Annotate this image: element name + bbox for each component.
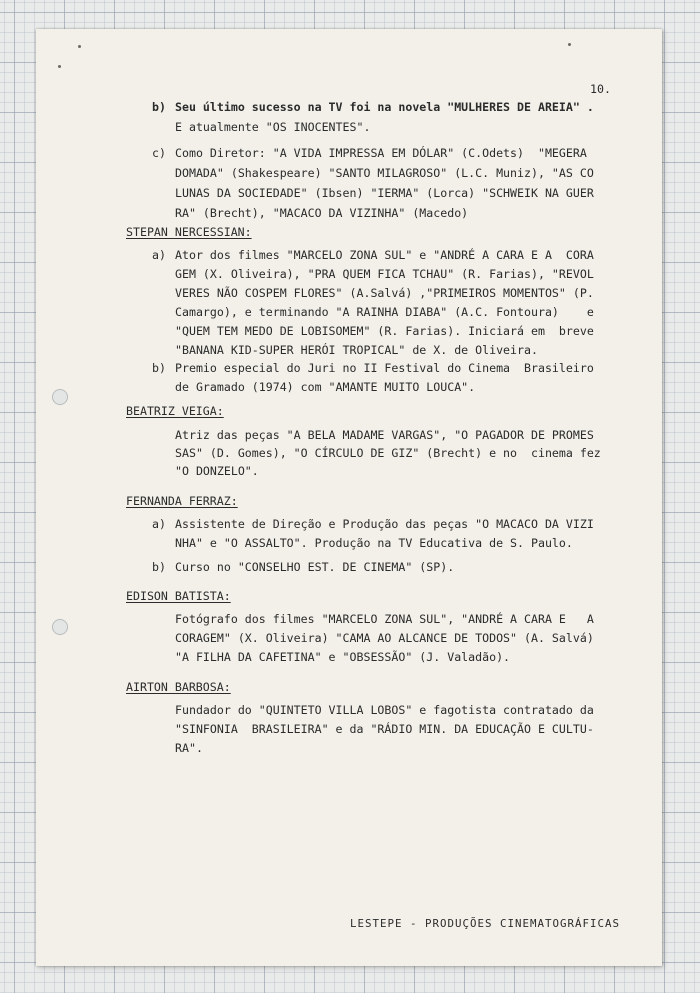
item-line: Assistente de Direção e Produção das peças "O MACACO DA VIZI — [175, 517, 594, 531]
item-line: E atualmente "OS INOCENTES". — [175, 120, 371, 134]
section-heading: AIRTON BARBOSA: — [126, 680, 231, 694]
item-marker: b) — [152, 361, 166, 375]
item-line: Premio especial do Juri no II Festival do Cinema Brasileiro — [175, 361, 594, 375]
item-marker: b) — [152, 560, 166, 574]
section-heading: FERNANDA FERRAZ: — [126, 494, 238, 508]
item-line: "BANANA KID-SUPER HERÓI TROPICAL" de X. de Oliveira. — [175, 343, 538, 357]
binder-hole — [52, 389, 68, 405]
section-heading: BEATRIZ VEIGA: — [126, 404, 224, 418]
paragraph-line: CORAGEM" (X. Oliveira) "CAMA AO ALCANCE DE TODOS" (A. Salvá) — [175, 631, 594, 645]
page-number: 10. — [590, 82, 611, 96]
paragraph-line: Fotógrafo dos filmes "MARCELO ZONA SUL", "ANDRÉ A CARA E A — [175, 612, 594, 626]
item-line: Camargo), e terminando "A RAINHA DIABA" (A.C. Fontoura) e — [175, 305, 594, 319]
item-marker: a) — [152, 517, 166, 531]
binder-hole — [52, 619, 68, 635]
item-line: NHA" e "O ASSALTO". Produção na TV Educativa de S. Paulo. — [175, 536, 573, 550]
item-line: VERES NÃO COSPEM FLORES" (A.Salvá) ,"PRIMEIROS MOMENTOS" (P. — [175, 286, 594, 300]
footer-company: LESTEPE - PRODUÇÕES CINEMATOGRÁFICAS — [350, 917, 621, 930]
item-marker: a) — [152, 248, 166, 262]
ink-speck — [568, 43, 571, 46]
item-line: RA" (Brecht), "MACACO DA VIZINHA" (Macedo) — [175, 206, 469, 220]
item-line: Seu último sucesso na TV foi na novela "MULHERES DE AREIA" . — [175, 100, 594, 114]
ink-speck — [78, 45, 81, 48]
item-line: DOMADA" (Shakespeare) "SANTO MILAGROSO" (L.C. Muniz), "AS CO — [175, 166, 594, 180]
item-line: Ator dos filmes "MARCELO ZONA SUL" e "ANDRÉ A CARA E A CORA — [175, 248, 594, 262]
item-line: Curso no "CONSELHO EST. DE CINEMA" (SP). — [175, 560, 455, 574]
paragraph-line: Atriz das peças "A BELA MADAME VARGAS", "O PAGADOR DE PROMES — [175, 428, 594, 442]
item-line: de Gramado (1974) com "AMANTE MUITO LOUCA". — [175, 380, 476, 394]
paragraph-line: Fundador do "QUINTETO VILLA LOBOS" e fagotista contratado da — [175, 703, 594, 717]
paragraph-line: "SINFONIA BRASILEIRA" e da "RÁDIO MIN. DA EDUCAÇÃO E CULTU- — [175, 722, 594, 736]
paragraph-line: "A FILHA DA CAFETINA" e "OBSESSÃO" (J. Valadão). — [175, 650, 511, 664]
item-line: "QUEM TEM MEDO DE LOBISOMEM" (R. Farias). Iniciará em breve — [175, 324, 594, 338]
paragraph-line: RA". — [175, 741, 203, 755]
paragraph-line: SAS" (D. Gomes), "O CÍRCULO DE GIZ" (Brecht) e no cinema fez — [175, 446, 601, 460]
section-heading: EDISON BATISTA: — [126, 589, 231, 603]
ink-speck — [58, 65, 61, 68]
paragraph-line: "O DONZELO". — [175, 464, 259, 478]
item-marker: b) — [152, 100, 166, 114]
item-line: Como Diretor: "A VIDA IMPRESSA EM DÓLAR" (C.Odets) "MEGERA — [175, 146, 587, 160]
item-line: LUNAS DA SOCIEDADE" (Ibsen) "IERMA" (Lorca) "SCHWEIK NA GUER — [175, 186, 594, 200]
item-line: GEM (X. Oliveira), "PRA QUEM FICA TCHAU" (R. Farias), "REVOL — [175, 267, 594, 281]
section-heading: STEPAN NERCESSIAN: — [126, 225, 252, 239]
item-marker: c) — [152, 146, 166, 160]
